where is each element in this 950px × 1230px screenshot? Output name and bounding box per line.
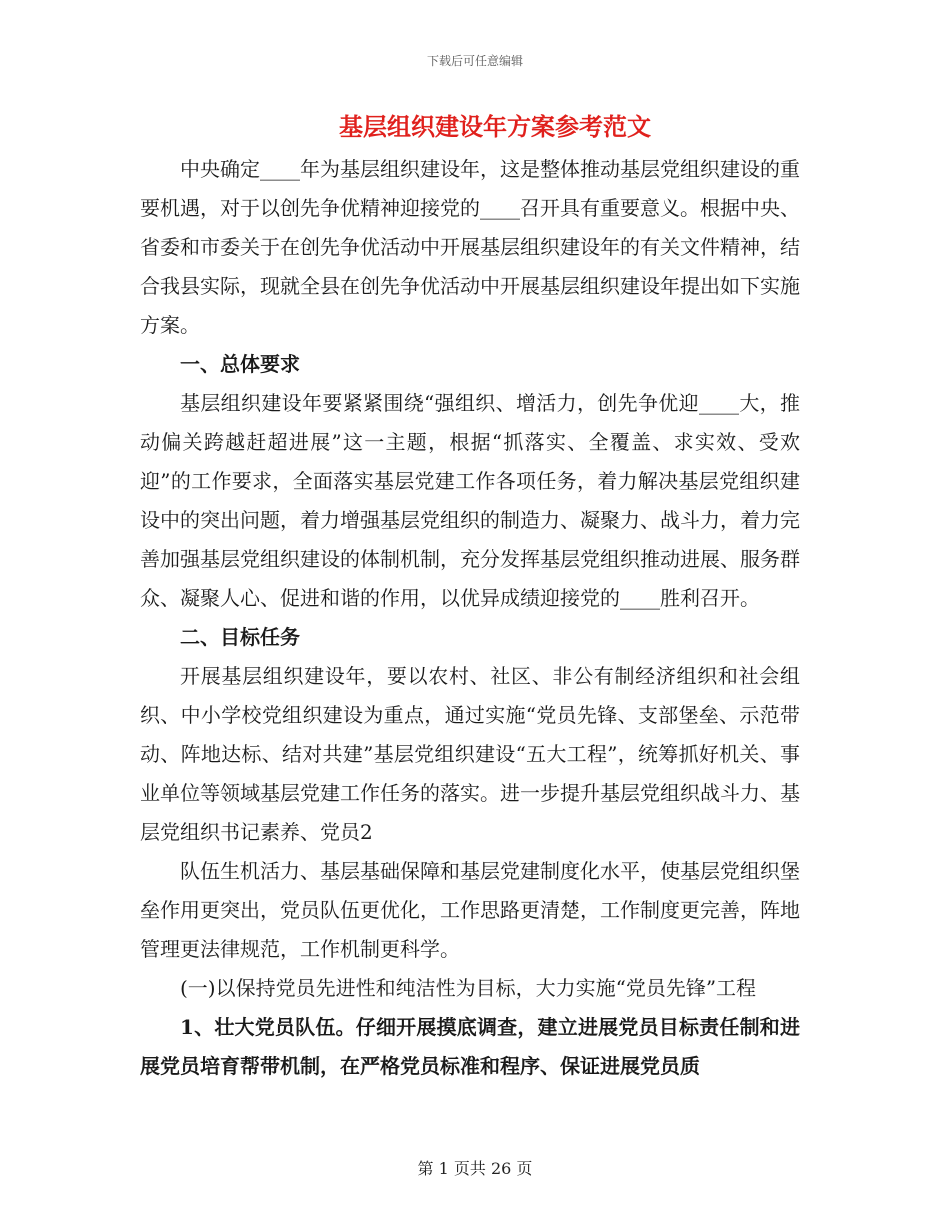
paragraph-goals-tasks: 开展基层组织建设年，要以农村、社区、非公有制经济组织和社会组织、中小学校党组织建设为重点，通过实施“党员先锋、支部堡垒、示范带动、阵地达标、结对共建”基层党组织建设“五大工程”，统筹抓好机关、事业单位等领域基层党建工作任务的落实。进一步提升基层党组织战斗力、基层党组织书记素养、党员2	[140, 664, 800, 844]
paragraph-general-requirements: 基层组织建设年要紧紧围绕“强组织、增活力，创先争优迎____大，推动偏关跨越赶超进展”这一主题，根据“抓落实、全覆盖、求实效、受欢迎”的工作要求，全面落实基层党建工作各项任务，着力解决基层党组织建设中的突出问题，着力增强基层党组织的制造力、凝聚力、战斗力，着力完善加强基层党组织建设的体制机制，充分发挥基层党组织推动进展、服务群众、凝聚人心、促进和谐的作用，以优异成绩迎接党的____胜利召开。	[140, 391, 800, 610]
header-note: 下载后可任意编辑	[426, 54, 523, 68]
paragraph-subsection-one: (一)以保持党员先进性和纯洁性为目标，大力实施“党员先锋”工程	[180, 976, 757, 1000]
page-title: 基层组织建设年方案参考范文	[339, 112, 651, 141]
paragraph-goals-continued: 队伍生机活力、基层基础保障和基层党建制度化水平，使基层党组织堡垒作用更突出，党员队伍更优化，工作思路更清楚，工作制度更完善，阵地管理更法律规范，工作机制更科学。	[140, 859, 800, 961]
page-footer: 第 1 页共 26 页	[417, 1159, 533, 1178]
paragraph-item-one: 1、壮大党员队伍。仔细开展摸底调查，建立进展党员目标责任制和进展党员培育帮带机制，在严格党员标准和程序、保证进展党员质	[140, 1015, 800, 1078]
section-heading-goals-tasks: 二、目标任务	[180, 625, 300, 649]
paragraph-intro: 中央确定____年为基层组织建设年，这是整体推动基层党组织建设的重要机遇，对于以创先争优精神迎接党的____召开具有重要意义。根据中央、省委和市委关于在创先争优活动中开展基层组织建设年的有关文件精神，结合我县实际，现就全县在创先争优活动中开展基层组织建设年提出如下实施方案。	[140, 157, 800, 337]
document-body	[140, 150, 800, 1086]
section-heading-general-requirements: 一、总体要求	[180, 352, 300, 376]
